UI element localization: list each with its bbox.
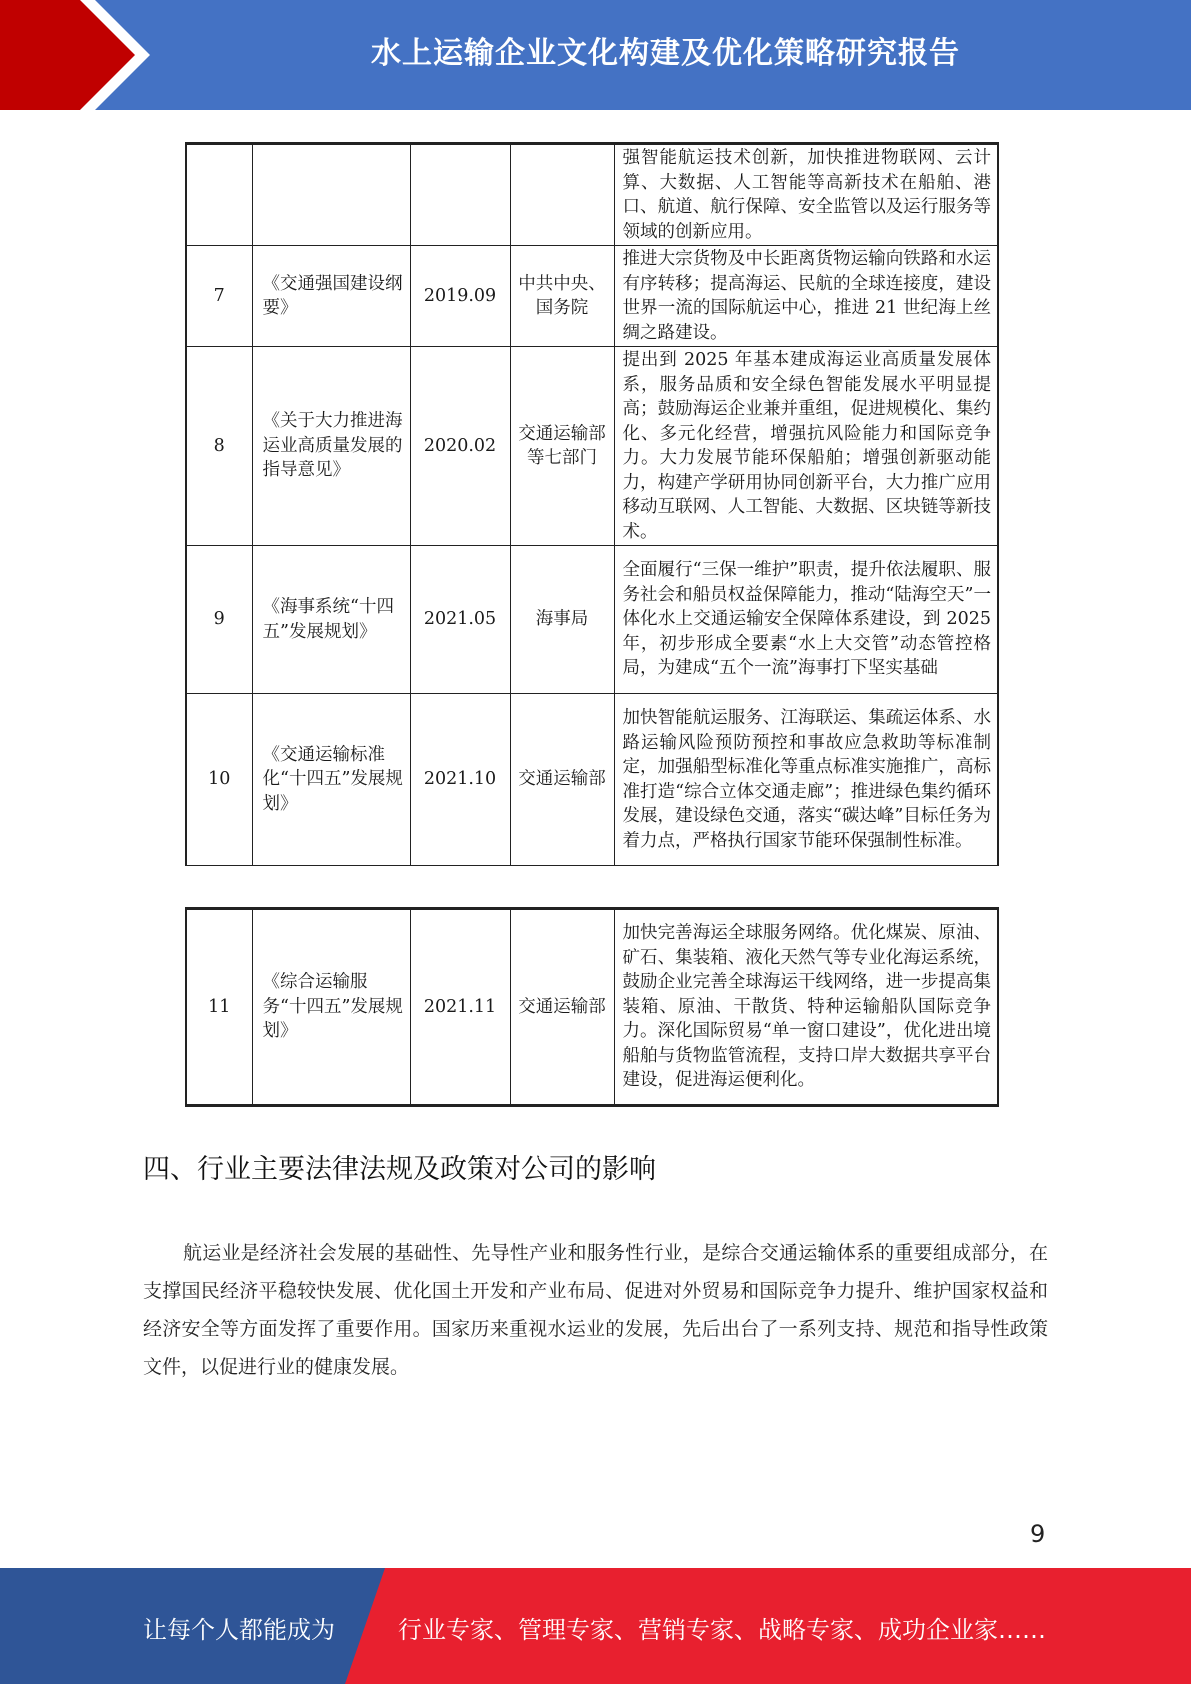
cell-content: 提出到 2025 年基本建成海运业高质量发展体系，服务品质和安全绿色智能发展水平明显提高；鼓励海运企业兼并重组，促进规模化、集约化、多元化经营，增强抗风险能力和国际竞争力。大力发展节能环保船舶；增强创新驱动能力，构建产学研用协同创新平台，大力推广应用移动互联网、人工智能、大数据、区块链等新技术。	[614, 347, 998, 546]
cell-content: 加快智能航运服务、江海联运、集疏运体系、水路运输风险预防预控和事故应急救助等标准制定，加强船型标准化等重点标准实施推广，高标准打造“综合立体交通走廊”；推进绿色集约循环发展，建设绿色交通，落实“碳达峰”目标任务为着力点，严格执行国家节能环保强制性标准。	[614, 694, 998, 866]
cell-date: 2021.11	[410, 909, 510, 1106]
table-row	[186, 347, 998, 546]
cell-content: 全面履行“三保一维护”职责，提升依法履职、服务社会和船员权益保障能力，推动“陆海空天”一体化水上交通运输安全保障体系建设，到 2025 年，初步形成全要素“水上大交管”动态管控格局，为建成“五个一流”海事打下坚实基础	[614, 546, 998, 694]
footer-slogan-left: 让每个人都能成为	[143, 1616, 335, 1644]
table-row	[186, 909, 998, 1106]
cell-issuer	[510, 144, 614, 246]
cell-content: 加快完善海运全球服务网络。优化煤炭、原油、矿石、集装箱、液化天然气等专业化海运系统，鼓励企业完善全球海运干线网络，进一步提高集装箱、原油、干散货、特种运输船队国际竞争力。深化国际贸易“单一窗口建设”，优化进出境船舶与货物监管流程，支持口岸大数据共享平台建设，促进海运便利化。	[614, 909, 998, 1106]
table-row	[186, 246, 998, 347]
policy-table-part1	[185, 142, 999, 866]
footer-slogan-right: 行业专家、管理专家、营销专家、战略专家、成功企业家……	[398, 1616, 1046, 1644]
table-row	[186, 694, 998, 866]
cell-date: 2020.02	[410, 347, 510, 546]
document-title: 水上运输企业文化构建及优化策略研究报告	[371, 36, 960, 71]
cell-no: 8	[186, 347, 252, 546]
cell-policy-name: 《关于大力推进海运业高质量发展的指导意见》	[252, 347, 410, 546]
cell-content: 强智能航运技术创新，加快推进物联网、云计算、大数据、人工智能等高新技术在船舶、港口、航道、航行保障、安全监管以及运行服务等领域的创新应用。	[614, 144, 998, 246]
cell-policy-name: 《综合运输服务“十四五”发展规划》	[252, 909, 410, 1106]
cell-no: 10	[186, 694, 252, 866]
header-banner	[0, 0, 1191, 110]
cell-policy-name: 《交通强国建设纲要》	[252, 246, 410, 347]
cell-issuer: 海事局	[510, 546, 614, 694]
body-paragraph: 航运业是经济社会发展的基础性、先导性产业和服务性行业，是综合交通运输体系的重要组成部分，在支撑国民经济平稳较快发展、优化国土开发和产业布局、促进对外贸易和国际竞争力提升、维护国家权益和经济安全等方面发挥了重要作用。国家历来重视水运业的发展，先后出台了一系列支持、规范和指导性政策文件，以促进行业的健康发展。	[143, 1242, 1048, 1378]
cell-content: 推进大宗货物及中长距离货物运输向铁路和水运有序转移；提高海运、民航的全球连接度，建设世界一流的国际航运中心，推进 21 世纪海上丝绸之路建设。	[614, 246, 998, 347]
cell-policy-name: 《交通运输标准化“十四五”发展规划》	[252, 694, 410, 866]
cell-no: 9	[186, 546, 252, 694]
cell-date: 2021.05	[410, 546, 510, 694]
cell-issuer: 交通运输部等七部门	[510, 347, 614, 546]
footer-banner	[0, 1568, 1191, 1684]
cell-date: 2021.10	[410, 694, 510, 866]
table-row	[186, 546, 998, 694]
cell-date: 2019.09	[410, 246, 510, 347]
table-row	[186, 144, 998, 246]
cell-no	[186, 144, 252, 246]
cell-issuer: 中共中央、国务院	[510, 246, 614, 347]
cell-no: 11	[186, 909, 252, 1106]
page-number: 9	[1030, 1520, 1046, 1548]
cell-no: 7	[186, 246, 252, 347]
cell-issuer: 交通运输部	[510, 694, 614, 866]
cell-date	[410, 144, 510, 246]
policy-table-part2	[185, 907, 999, 1107]
section-heading: 四、行业主要法律法规及政策对公司的影响	[143, 1154, 656, 1185]
cell-policy-name: 《海事系统“十四五”发展规划》	[252, 546, 410, 694]
cell-policy-name	[252, 144, 410, 246]
cell-issuer: 交通运输部	[510, 909, 614, 1106]
